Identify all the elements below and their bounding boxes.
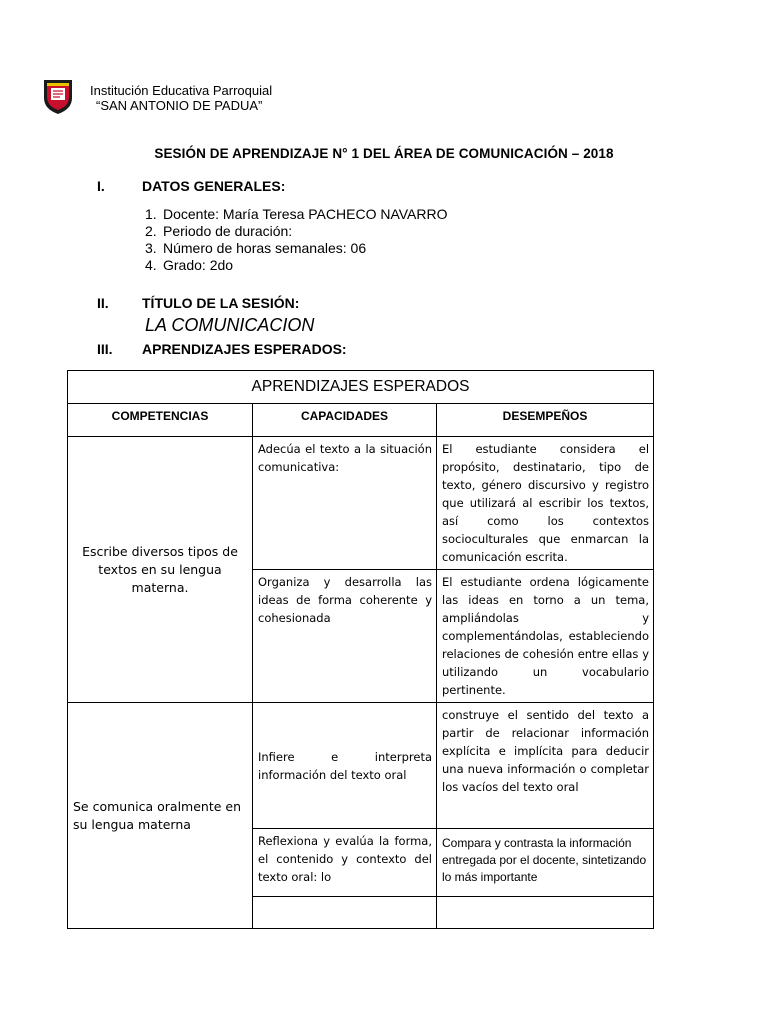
column-header-desempenos: DESEMPEÑOS	[437, 404, 654, 437]
table-row	[68, 703, 654, 829]
capacidad-cell: Infiere e interpreta información del texto oral	[253, 703, 437, 829]
section-number: II.	[97, 295, 109, 311]
desempeno-cell: construye el sentido del texto a partir de relacionar información explícita e implícita para deducir una nueva información o completar los vacíos del texto oral	[437, 703, 654, 829]
institution-name: Institución Educativa Parroquial	[90, 83, 273, 98]
document-title: SESIÓN DE APRENDIZAJE N° 1 DEL ÁREA DE COMUNICACIÓN – 2018	[154, 146, 614, 161]
table-row	[68, 437, 654, 570]
capacidad-cell: Organiza y desarrolla las ideas de forma coherente y cohesionada	[253, 570, 437, 703]
desempeno-cell: Compara y contrasta la información entregada por el docente, sintetizando lo más importante	[437, 829, 654, 897]
list-item: 1. Docente: María Teresa PACHECO NAVARRO	[145, 206, 448, 222]
session-title: LA COMUNICACION	[145, 315, 315, 335]
column-header-competencias: COMPETENCIAS	[68, 404, 253, 437]
section-label: TÍTULO DE LA SESIÓN:	[142, 295, 300, 311]
desempeno-cell: El estudiante considera el propósito, destinatario, tipo de texto, género discursivo y registro que utilizará al escribir los textos, así como los contextos socioculturales que enmarcan la comunicación escrita.	[437, 437, 654, 570]
desempeno-cell: El estudiante ordena lógicamente las ideas en torno a un tema, ampliándolas y complementándolas, estableciendo relaciones de cohesión entre ellas y utilizando un vocabulario pertinente.	[437, 570, 654, 703]
competencia-cell: Escribe diversos tipos de textos en su lengua materna.	[68, 437, 253, 703]
competencia-cell: Se comunica oralmente en su lengua materna	[68, 703, 253, 929]
capacidad-cell: Reflexiona y evalúa la forma, el contenido y contexto del texto oral: lo	[253, 829, 437, 897]
section-label: APRENDIZAJES ESPERADOS:	[142, 341, 347, 357]
table-heading: APRENDIZAJES ESPERADOS	[68, 371, 654, 404]
list-item: 2. Periodo de duración:	[145, 223, 293, 239]
list-item: 4. Grado: 2do	[145, 257, 234, 273]
aprendizajes-table	[67, 370, 654, 929]
section-number: III.	[97, 341, 113, 357]
capacidad-cell: Adecúa el texto a la situación comunicativa:	[253, 437, 437, 570]
list-item: 3. Número de horas semanales: 06	[145, 240, 367, 256]
capacidad-cell	[253, 897, 437, 929]
column-header-capacidades: CAPACIDADES	[253, 404, 437, 437]
section-number: I.	[97, 178, 105, 194]
institution-header	[90, 83, 272, 113]
school-shield-icon	[43, 78, 73, 115]
datos-generales-list	[145, 206, 448, 274]
institution-subname: “SAN ANTONIO DE PADUA”	[96, 98, 263, 113]
section-label: DATOS GENERALES:	[142, 178, 286, 194]
desempeno-cell	[437, 897, 654, 929]
